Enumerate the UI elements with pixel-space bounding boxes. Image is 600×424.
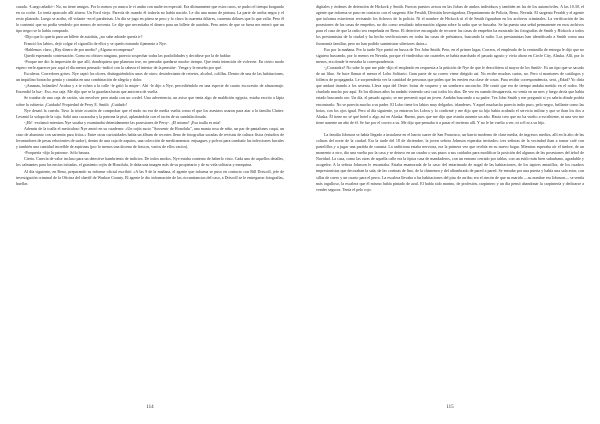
left-paragraph-8: -¡Amanas, holandes! Acabra y a te echen a la calle -le gritó la mujer-. Ahí -le dijo a Nye, precediéndolo en una especie de cuarto escocesito de almacenaje. Encendió la luz-. Eso, esa caja. Me dijo que se la guardara hasta que anticiera de vuelta. <box>16 83 284 95</box>
left-paragraph-11: -¡Eh! -exclamó mientras Nye sacaba y examinaba detenidamente las posesiones de Perry-. ¡El mismo! ¡Esa toalla es mía! <box>24 119 221 125</box>
right-paragraph-3: -¿Corrandra? No sabe lo que me pide -dijo el empleado en respuesta a la petición de Nye de que le describiera al mayor de los Smith-. Es un tipo que se sacado de un libro. Se hace llamar el menor el Lobo Solitario. Gran parte de su correo viene dirigido así. No recibe muchas cartas, no. Pero sí montones de catálogos y folletos de propaganda. Le sorprendería ver la cantidad de personas que piden que les envíen esa clase de cosas. Para recibir correspondencia, será, ¿Edad? Yo diría que andará tirando a los sesenta. Lleva ropa del Oeste: botas de vaquero y un sombrero anconcho. Me contó que era de tiempo andaba metido en el rodeo. He charlado mucho por aquí. Es los últimos años ha andado viniendo casi casi todos los días. De vez en cuando desaparecía, no venía en un mes y luego decía que había estado buscando oro. Un día, el pasado agosto, se me presentó aquí un joven. Andaba buscando a su padre. Tex John Smith y me preguntó si yo sabría dónde podría encontrarlo. No se parecía mucho a su padre. El Lobo tiene los labios muy delgados, irlandeses. Y aquel muchacho parecía indio puro, pelo negro, brillante como las botas, con los ojos igual. Pero al día siguiente, ya entraron los Lobos y lo confirmé y me dijo que su hijo había acabado el servicio militar y que se iban los dos a Alaska. Él tiene no sé qué hotel o algo así en Alaska. Bueno, pues que me dijo que estaría ausente un año. Hasta creo que no ha vuelto a escribirme, ni una vez me tiene ausente un año de él. Se fue por el correo a su. Me dijo que pensaba ir a pasar el invierno allí. Y no le he vuelto a ver, ni a él ni a su hijo. <box>316 64 584 125</box>
right-page <box>316 4 584 416</box>
left-paragraph-9: Se trataba de una caja de cartón, sin envolver pero atada con un cordel. Una advertencia, un aviso que tenía algo de maldición egipcia, estaba escrito a lápiz sobre la cubierta: ¡Cuidado! Propiedad de Perry E. Smith. ¡Cuidado! <box>16 95 284 107</box>
right-paragraph-4: La familia Johnson se había llegado a instalarse en el barrio suave de San Francisco, un barrio moderno de clase media, de ingresos medios, allí en la alto de las colinas del norte de la ciudad. Era la tarde del 18 de diciembre, la joven señora Johnson esperaba invitados: tres señoras de la vecindad iban a tomar café con pastelillos y a jugar una partida de canasta. La anfitriona estaba nerviosa, era la primera vez que recibía en su nuevo hogar. Mientras esperaba oír el timbre, de un momento a otro, dio una vuelta por la casa y se detuvo en un cuadro o sus pasos a sus cuidados para modificar la posición del algunas de las posesiones del árbol de Navidad. La casa, como las otras de aquella calle era la típica casa de mandaderos, con un entorno cerrado por tablas, con un estilo más bien suburbano, agradable y acogedor. A la señora Johnson le encantaba. Estaba enamorada de la casa: del entarimado de nogal de las habitaciones, de los tapices amarillos, de los cuadros impresionistas que decoraban la sala, de las cortinas de lino, de la chimenea y del alfombrado de pared a pared. Se entraba por una puerta y había una sala estar, con sillas de cuero y un cuarto para el perro. La escalera llevaba a las habitaciones del piso de arriba; era el rincón de que su marido —su nombre era Johnson— se sentía más orgulloso, la escalera que él mismo había pintado de azul. El había sido marino, de profesión, carpintero y un día pensó abandonar la carpintería y dedicarse a vender seguros. Tenía el pelo rojo. <box>316 131 584 192</box>
left-paragraph-6: -Porque me dio la impresión de que allí, dondequiera que planeara irse, no pensaba quedarse mucho tiempo. Que tenía intención de volverse. En cierto modo espero verle aparecer por aquí el día menos pensado -indicó con la cabeza el interior de la pensión-. Venga y le enseño por qué. <box>16 58 284 70</box>
left-paragraph-14: Cierto. Carecía de valor incluso para un detective hambriento de indicios. De todos modos, Nye estaba contento de haberlo visto. Cada uno de aquellos detalles, los calmantes para las encías irritadas, el grasiento cojín de Honolulu, le daba una imagen más de su propietario y de su vida solitaria y mezquina. <box>16 156 284 168</box>
right-paragraph-1: digitales y órdenes de detención de Hickock y Smith. Fueron puestos avisos en las fichas de ambos individuos y también en las de los automóviles. A las 10.30, el agente que informa se puso en contacto con el sargento Abe Feraldi, División Investigadora, Departamento de Policía, Reno, Nevada. El sargento Feraldi y el agente que informa estuvieron revisando los ficheros de la policía. Ni el nombre de Hickock ni el de Smith figuraban en los archivos criminales. La verificación de las posesiones de las casas de empeños, no dio como resultado información alguna sobre la radio que se buscaba. Se ha puesto una señal permanente en esos archivos para el caso de que la radio sea empeñada en Reno. El detective encargado de recorrer las casas de empeños ha mostrado las fotografías de Smith y Hickock a todos los prestamistas de la ciudad y ha hecho verificaciones en todas las casas de préstamos, buscando la radio. Los prestamistas han identificado a Smith como una fisonomía familiar, pero no han podido suministrar ulteriores datos.» <box>316 4 584 46</box>
right-page-number: 115 <box>446 405 454 410</box>
left-page <box>16 4 284 416</box>
left-paragraph-13: -Porquería -dijo la patrona-. Sólo basura. <box>24 150 91 156</box>
left-paragraph-15: Al día siguiente, en Reno, preparando su informe oficial escribió: «A las 9 de la mañana, el agente que informa se puso en contacto con Bill Driscoll, jefe de investigación criminal de la Oficina del sheriff de Washoe County. El agente le dio información de las circunstancias del caso, a Driscoll se le entregaron fotografías, huellas <box>16 168 284 186</box>
left-page-text <box>16 4 284 187</box>
left-paragraph-5: Quedó esperando contestación. Como no obtuvo ninguna, parecio sospechar todas las posibilidades y decidirse por la de hablar: <box>24 52 232 58</box>
left-paragraph-12: Además de la toalla el meticuloso Nye anotó en su cuaderno: «Un cojín sucio "Souvenir de Honolulu", una manta rosa de niño, un par de pantalones caqui, un cazo de aluminio con sartenita para fritos.» Entre otras curiosidades había un álbum de recortes lleno de fotografías sacadas de revistas de cultura física (estudios de levantadores de pesas relucientes de sudor), dentro de una caja de zapatos, una colección de medicamentos: enjuagues y polvos para combatir las infecciones bucales y también una cantidad increíble de aspirinas (por lo menos una docena de frascos, varios de ellos vacíos). <box>16 125 284 150</box>
left-page-number: 114 <box>146 405 154 410</box>
left-paragraph-7: Escaleras. Corredores grises. Nye captó los olores, distinguiéndolos unos de otros: desinfectante de retretes, alcohol, colillas. Dentro de una de las habitaciones, un inquilino borracho gemía y cantaba en una combinación de alegría y dolor. <box>16 71 284 83</box>
left-paragraph-1: casada. -Luego añadió-: No, no tiene amigos. Por lo menos yo nunca le vi andar con nadie en especial. Era últimamente que estos raros, se pudro el tiempo borgando en su coche. Lo tenía aparcado allí afuera. Un Ford viejo. Parecía de cuando él todavía no había nacido. Le dio una mano de pintura. La parte de arriba negra y el resto plateado. Luego se arribo, ell volante -en el parabrisas. Un día se jugo en pitera se pero y lo clavo la cuarenta dólares, cuarenta dólares que lo que valía. Pero él lo contentó que no podía venderlo por menos de noventa. Le dije que necesitaba el dinero para un billete de autobús. Pero antes de que se fuera me enteró que un tipo negro se lo había comprado. <box>16 4 284 34</box>
left-paragraph-3: Franció los labios, dejó colgar el cigarrillo de ellos y se quedo mirando fijamente a Nye. <box>24 40 167 46</box>
right-paragraph-2: Eso por la mañana. Por la tarde Nye partió en busca de Tex John Smith. Pero, en el primer lugar, Correos, el empleado de la ventanilla de entrega le dijo que no siguiera buscando, por lo menos en Nevada, porque el vindividuo sin cuarteles se había marchado el pasado agosto y vivía ahora en Circle City, Alaska. Allí, por lo menos, era donde le enviaba la correspondencia. <box>316 46 584 64</box>
right-page-text <box>316 4 584 193</box>
left-paragraph-2: -Dijo que lo quería para un billete de autobús, ¿no sabe adonde quería ir? <box>24 34 143 40</box>
left-paragraph-10: Nye desató la cuerda. Tuvo la triste ocasión de comprobar que el nudo no era de media vuelta como el que los asesinos usaron para atar a la familia Clutter. Levantó la solapa de la caja. Salió una cucaracha y la patrona la pisó, aplastándola con el tacón de su sandalia dorada. <box>16 107 284 119</box>
left-paragraph-4: -Hablemos claro, ¿Hay dinero de por medio? ¿Alguna recompensa? <box>24 46 134 52</box>
